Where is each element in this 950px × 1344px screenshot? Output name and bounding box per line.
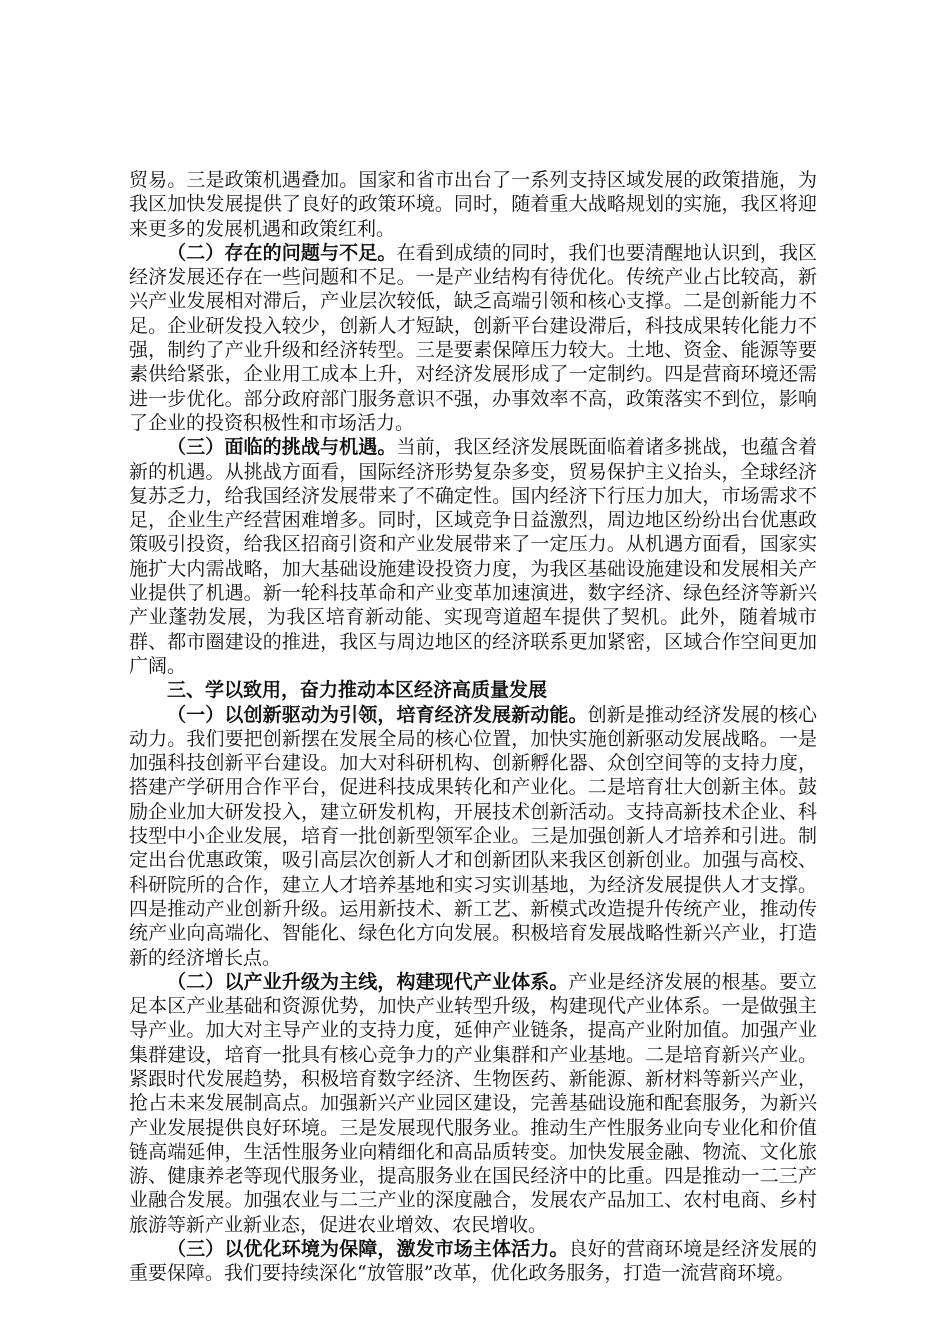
paragraph-problems — [129, 241, 817, 435]
section-heading: （三）面临的挑战与机遇。 — [167, 436, 397, 459]
section-heading: （二）存在的问题与不足。 — [167, 241, 397, 264]
paragraph-text: 在看到成绩的同时，我们也要清醒地认识到，我区经济发展还存在一些问题和不足。一是产业结构有待优化。传统产业占比较高，新兴产业发展相对滞后，产业层次较低，缺乏高端引领和核心支撑。二是创新能力不足。企业研发投入较少，创新人才短缺，创新平台建设滞后，科技成果转化能力不强，制约了产业升级和经济转型。三是要素保障压力较大。土地、资金、能源等要素供给紧张，企业用工成本上升，对经济发展形成了一定制约。四是营商环境还需进一步优化。部分政府部门服务意识不强，办事效率不高，政策落实不到位，影响了企业的投资积极性和市场活力。 — [129, 241, 817, 434]
document-body — [129, 168, 817, 1286]
paragraph-text: 创新是推动经济发展的核心动力。我们要把创新摆在发展全局的核心位置，加快实施创新驱动发展战略。一是加强科技创新平台建设。加大对科研机构、创新孵化器、众创空间等的支持力度，搭建产学研用合作平台，促进科技成果转化和产业化。二是培育壮大创新主体。鼓励企业加大研发投入，建立研发机构，开展技术创新活动。支持高新技术企业、科技型中小企业发展，培育一批创新型领军企业。三是加强创新人才培养和引进。制定出台优惠政策，吸引高层次创新人才和创新团队来我区创新创业。加强与高校、科研院所的合作，建立人才培养基地和实习实训基地，为经济发展提供人才支撑。四是推动产业创新升级。运用新技术、新工艺、新模式改造提升传统产业，推动传统产业向高端化、智能化、绿色化方向发展。积极培育发展战略性新兴产业，打造新的经济增长点。 — [129, 703, 817, 969]
paragraph-text: 贸易。三是政策机遇叠加。国家和省市出台了一系列支持区域发展的政策措施，为我区加快发展提供了良好的政策环境。同时，随着重大战略规划的实施，我区将迎来更多的发展机遇和政策红利。 — [129, 169, 817, 240]
chapter-heading-paragraph — [129, 678, 817, 702]
paragraph-innovation — [129, 703, 817, 970]
paragraph-text: 良好的营商环境是经济发展的重要保障。我们要持续深化“放管服”改革，优化政务服务，打造一流营商环境。 — [129, 1238, 817, 1285]
paragraph-industry — [129, 970, 817, 1237]
paragraph-text: 当前，我区经济发展既面临着诸多挑战，也蕴含着新的机遇。从挑战方面看，国际经济形势复杂多变，贸易保护主义抬头，全球经济复苏乏力，给我国经济发展带来了不确定性。国内经济下行压力加大，市场需求不足，企业生产经营困难增多。同时，区域竞争日益激烈，周边地区纷纷出台优惠政策吸引投资，给我区招商引资和产业发展带来了一定压力。从机遇方面看，国家实施扩大内需战略，加大基础设施建设投资力度，为我区基础设施建设和发展相关产业提供了机遇。新一轮科技革命和产业变革加速演进，数字经济、绿色经济等新兴产业蓬勃发展，为我区培育新动能、实现弯道超车提供了契机。此外，随着城市群、都市圈建设的推进，我区与周边地区的经济联系更加紧密，区域合作空间更加广阔。 — [129, 436, 817, 677]
paragraph-text: 产业是经济发展的根基。要立足本区产业基础和资源优势，加快产业转型升级，构建现代产业体系。一是做强主导产业。加大对主导产业的支持力度，延伸产业链条，提高产业附加值。加强产业集群建设，培育一批具有核心竞争力的产业集群和产业基地。二是培育新兴产业。紧跟时代发展趋势，积极培育数字经济、生物医药、新能源、新材料等新兴产业，抢占未来发展制高点。加强新兴产业园区建设，完善基础设施和配套服务，为新兴产业发展提供良好环境。三是发展现代服务业。推动生产性服务业向专业化和价值链高端延伸，生活性服务业向精细化和高品质转变。加快发展金融、物流、文化旅游、健康养老等现代服务业，提高服务业在国民经济中的比重。四是推动一二三产业融合发展。加强农业与二三产业的深度融合，发展农产品加工、农村电商、乡村旅游等新产业新业态，促进农业增效、农民增收。 — [129, 970, 817, 1236]
paragraph-policy-opportunity — [129, 168, 817, 241]
paragraph-environment — [129, 1237, 817, 1286]
chapter-heading: 三、学以致用，奋力推动本区经济高质量发展 — [167, 679, 548, 702]
section-heading: （三）以优化环境为保障，激发市场主体活力。 — [167, 1238, 569, 1261]
section-heading: （二）以产业升级为主线，构建现代产业体系。 — [167, 970, 569, 993]
paragraph-challenges — [129, 435, 817, 678]
section-heading: （一）以创新驱动为引领，培育经济发展新动能。 — [167, 703, 588, 726]
